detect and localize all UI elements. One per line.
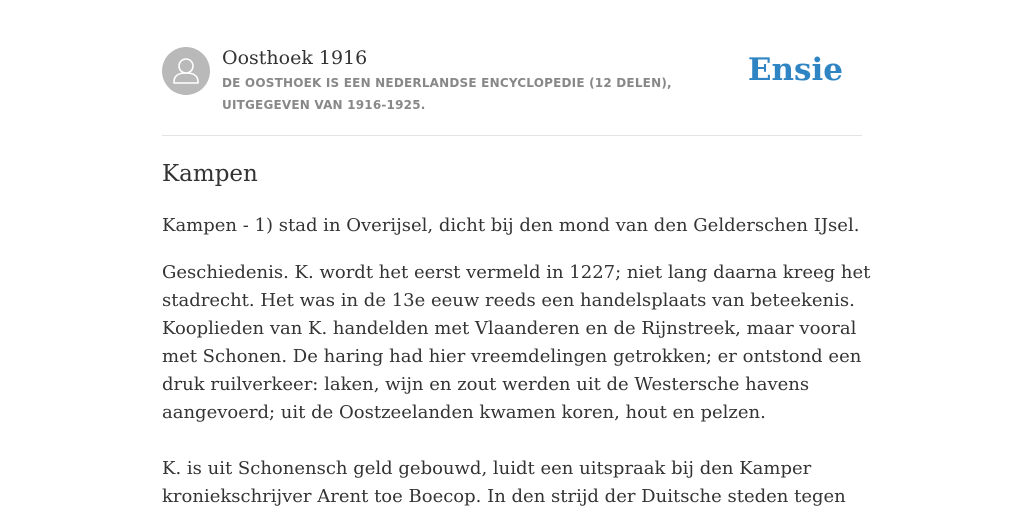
source-description: DE OOSTHOEK IS EEN NEDERLANDSE ENCYCLOPEDIE (12 DELEN), UITGEGEVEN VAN 1916-1925. <box>222 76 672 112</box>
source-header <box>162 46 862 136</box>
article <box>162 158 872 511</box>
user-icon <box>162 47 210 95</box>
avatar[interactable] <box>162 47 210 95</box>
source-title[interactable]: Oosthoek 1916 <box>222 47 368 69</box>
article-paragraph: K. is uit Schonensch geld gebouwd, luidt een uitspraak bij den Kamper kroniekschrijver Arent toe Boecop. In den strijd der Duitsche steden tegen <box>162 458 846 507</box>
article-title: Kampen <box>162 161 258 187</box>
brand-logo[interactable]: Ensie <box>747 52 843 88</box>
article-paragraph: Kampen - 1) stad in Overijsel, dicht bij den mond van den Gelderschen IJsel. <box>162 215 860 236</box>
header-divider <box>162 135 862 136</box>
article-paragraph: Geschiedenis. K. wordt het eerst vermeld in 1227; niet lang daarna kreeg het stadrecht. Het was in de 13e eeuw reeds een handelsplaats van beteekenis. Kooplieden van K. handelden met Vlaanderen en de Rijnstreek, maar vooral met Schonen. De haring had hier vreemdelingen getrokken; er ontstond een druk ruilverkeer: laken, wijn en zout werden uit de Westersche havens aangevoerd; uit de Oostzeelanden kwamen koren, hout en pelzen. <box>162 262 871 423</box>
